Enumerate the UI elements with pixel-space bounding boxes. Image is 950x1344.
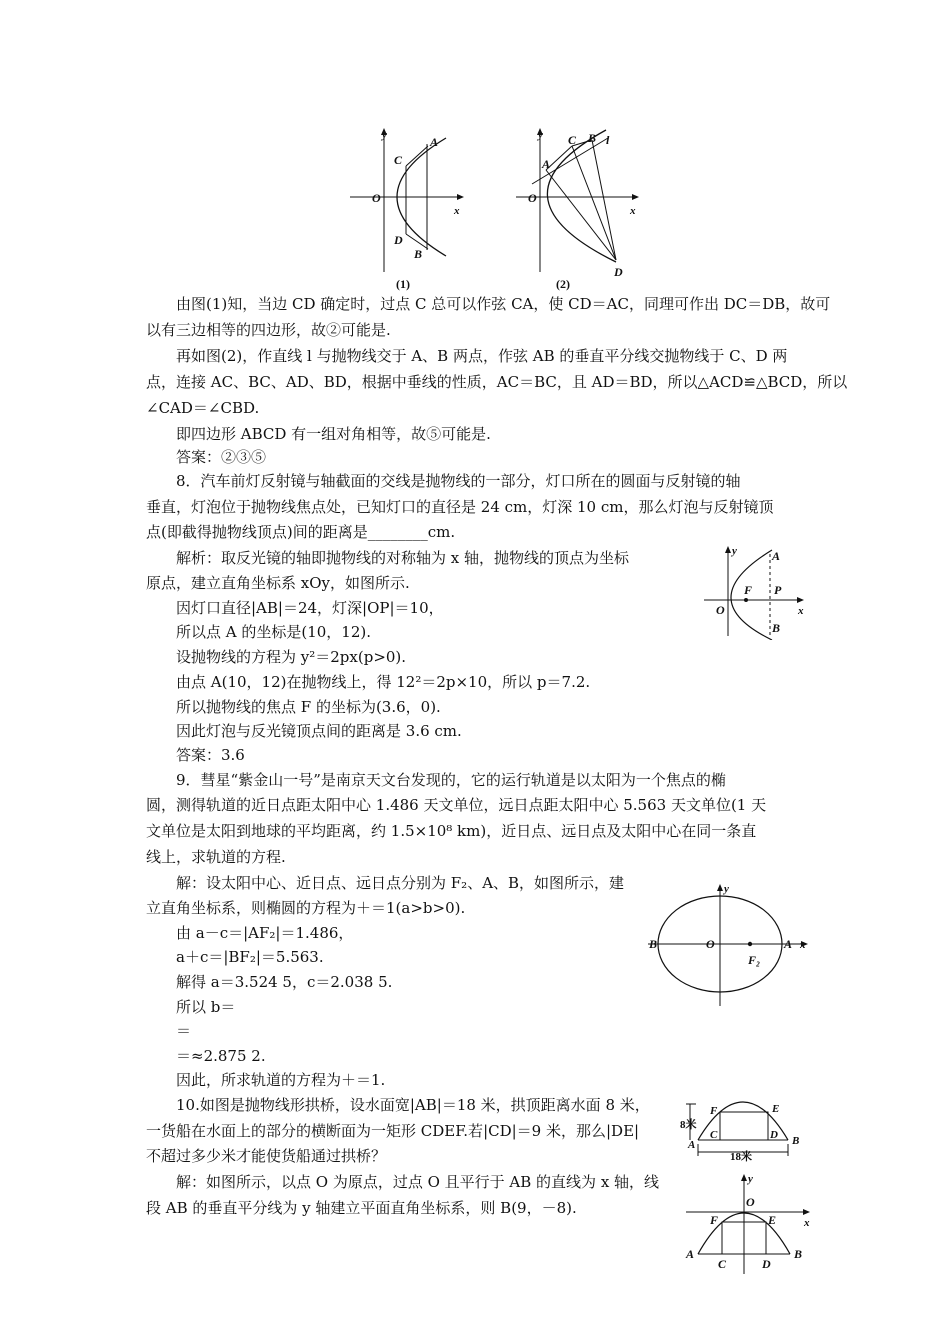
origin-label: O: [372, 191, 381, 205]
text-line: 因灯口直径|AB|＝24，灯深|OP|＝10，: [176, 599, 444, 617]
text-line: 立直角坐标系，则椭圆的方程为＋＝1(a>b>0).: [146, 899, 466, 917]
point-c-label: C: [718, 1257, 727, 1271]
text-line: 由 a－c＝|AF₂|＝1.486，: [176, 924, 354, 942]
caption-1: (1): [396, 277, 410, 291]
point-a-label: A: [772, 549, 781, 563]
text-line: 解析：取反光镜的轴即抛物线的对称轴为 x 轴，抛物线的顶点为坐标: [176, 549, 629, 567]
y-axis-label: y: [538, 129, 543, 141]
text-line: 点，连接 AC、BC、AD、BD，根据中垂线的性质，AC＝BC，且 AD＝BD，所以△ACD≌△BCD，所以: [146, 373, 848, 391]
figure-q8: [700, 540, 810, 640]
point-f-label: F: [710, 1105, 718, 1117]
point-b-label: B: [588, 131, 597, 145]
x-axis-label: x: [800, 939, 806, 951]
text-line: 9．彗星“紫金山一号”是南京天文台发现的，它的运行轨道是以太阳为一个焦点的椭: [176, 771, 726, 789]
text-line: 以有三边相等的四边形，故②可能是.: [146, 321, 391, 339]
text-line: 圆，测得轨道的近日点距太阳中心 1.486 天文单位，远日点距太阳中心 5.563 天文单位(1 天: [146, 796, 767, 814]
point-b-label: B: [414, 247, 423, 261]
text-line: ∠CAD＝∠CBD.: [146, 399, 260, 417]
text-line: a＋c＝|BF₂|＝5.563.: [176, 948, 324, 966]
figure-q10-bridge: [680, 1092, 810, 1162]
point-a-label: A: [686, 1247, 695, 1261]
text-line: 解：如图所示，以点 O 为原点，过点 O 且平行于 AB 的直线为 x 轴，线: [176, 1173, 660, 1191]
point-d-label: D: [762, 1257, 771, 1271]
point-b-label: B: [794, 1247, 803, 1261]
point-c-label: C: [394, 153, 403, 167]
height-label: 8米: [680, 1119, 697, 1131]
point-e-label: E: [772, 1103, 780, 1115]
text-line: 所以点 A 的坐标是(10，12).: [176, 623, 372, 641]
text-line: 段 AB 的垂直平分线为 y 轴建立平面直角坐标系，则 B(9，－8).: [146, 1199, 577, 1217]
text-line: 解得 a＝3.524 5，c＝2.038 5.: [176, 973, 393, 991]
text-line: ＝: [176, 1022, 192, 1040]
text-line: 再如图(2)，作直线 l 与抛物线交于 A、B 两点，作弦 AB 的垂直平分线交抛物线于 C、D 两: [176, 347, 788, 365]
x-axis-label: x: [630, 205, 636, 217]
point-e-label: E: [768, 1213, 777, 1227]
text-line: ＝≈2.875 2.: [176, 1047, 266, 1065]
width-label: 18米: [730, 1151, 752, 1162]
figure-q10-coords: [680, 1170, 820, 1276]
point-c-label: C: [568, 133, 577, 147]
line-l-label: l: [606, 133, 610, 147]
focus-f-label: F: [744, 583, 753, 597]
point-a-label: A: [688, 1139, 696, 1151]
point-b-label: B: [649, 937, 658, 951]
text-line: 文单位是太阳到地球的平均距离，约 1.5×10⁸ km)，近日点、远日点及太阳中心在同一条直: [146, 822, 757, 840]
y-axis-label: y: [724, 883, 729, 895]
text-line: 设抛物线的方程为 y²＝2px(p>0).: [176, 648, 407, 666]
text-line: 8．汽车前灯反射镜与轴截面的交线是抛物线的一部分，灯口所在的圆面与反射镜的轴: [176, 472, 741, 490]
y-axis-label: y: [382, 129, 387, 141]
text-line: 所以抛物线的焦点 F 的坐标为(3.6，0).: [176, 698, 441, 716]
text-line: 线上，求轨道的方程.: [146, 848, 286, 866]
point-d-label: D: [770, 1129, 778, 1141]
origin-label: O: [706, 937, 715, 951]
origin-label: O: [528, 191, 537, 205]
text-line: 因此灯泡与反光镜顶点间的距离是 3.6 cm.: [176, 722, 462, 740]
point-b-label: B: [772, 621, 781, 635]
text-line: 答案：②③⑤: [176, 448, 267, 466]
point-d-label: D: [394, 233, 403, 247]
x-axis-label: x: [798, 605, 804, 617]
text-line: 点(即截得抛物线顶点)间的距离是________cm.: [146, 523, 456, 541]
point-d-label: D: [614, 265, 623, 279]
focus-f2-label: F₂: [748, 953, 761, 967]
point-a-label: A: [784, 937, 793, 951]
text-line: 垂直，灯泡位于抛物线焦点处，已知灯口的直径是 24 cm，灯深 10 cm，那么灯泡与反射镜顶: [146, 498, 774, 516]
origin-label: O: [746, 1195, 755, 1209]
text-line: 一货船在水面上的部分的横断面为一矩形 CDEF.若|CD|＝9 米，那么|DE|: [146, 1122, 640, 1140]
point-b-label: B: [792, 1135, 800, 1147]
text-line: 解：设太阳中心、近日点、远日点分别为 F₂、A、B，如图所示，建: [176, 874, 625, 892]
text-line: 由图(1)知，当边 CD 确定时，过点 C 总可以作弦 CA，使 CD＝AC，同理可作出 DC＝DB，故可: [176, 295, 831, 313]
y-axis-label: y: [732, 545, 737, 557]
text-line: 答案：3.6: [176, 746, 245, 764]
text-line: 原点，建立直角坐标系 xOy，如图所示.: [146, 574, 410, 592]
text-line: 10.如图是抛物线形拱桥，设水面宽|AB|＝18 米，拱顶距离水面 8 米，: [176, 1096, 650, 1114]
point-f-label: F: [710, 1213, 719, 1227]
point-a-label: A: [542, 157, 551, 171]
point-c-label: C: [710, 1129, 718, 1141]
point-p-label: P: [774, 583, 782, 597]
text-line: 由点 A(10，12)在抛物线上，得 12²＝2p×10，所以 p＝7.2.: [176, 673, 591, 691]
caption-2: (2): [556, 277, 570, 291]
point-a-label: A: [430, 135, 439, 149]
text-line: 所以 b＝: [176, 998, 236, 1016]
x-axis-label: x: [454, 205, 460, 217]
figure-q9: [644, 880, 814, 1010]
text-line: 因此，所求轨道的方程为＋＝1.: [176, 1071, 386, 1089]
figure-2: [510, 122, 650, 292]
x-axis-label: x: [804, 1217, 810, 1229]
y-axis-label: y: [748, 1173, 753, 1185]
text-line: 不超过多少米才能使货船通过拱桥？: [146, 1147, 387, 1165]
figure-1: [340, 122, 470, 292]
origin-label: O: [716, 603, 725, 617]
text-line: 即四边形 ABCD 有一组对角相等，故⑤可能是.: [176, 425, 491, 443]
